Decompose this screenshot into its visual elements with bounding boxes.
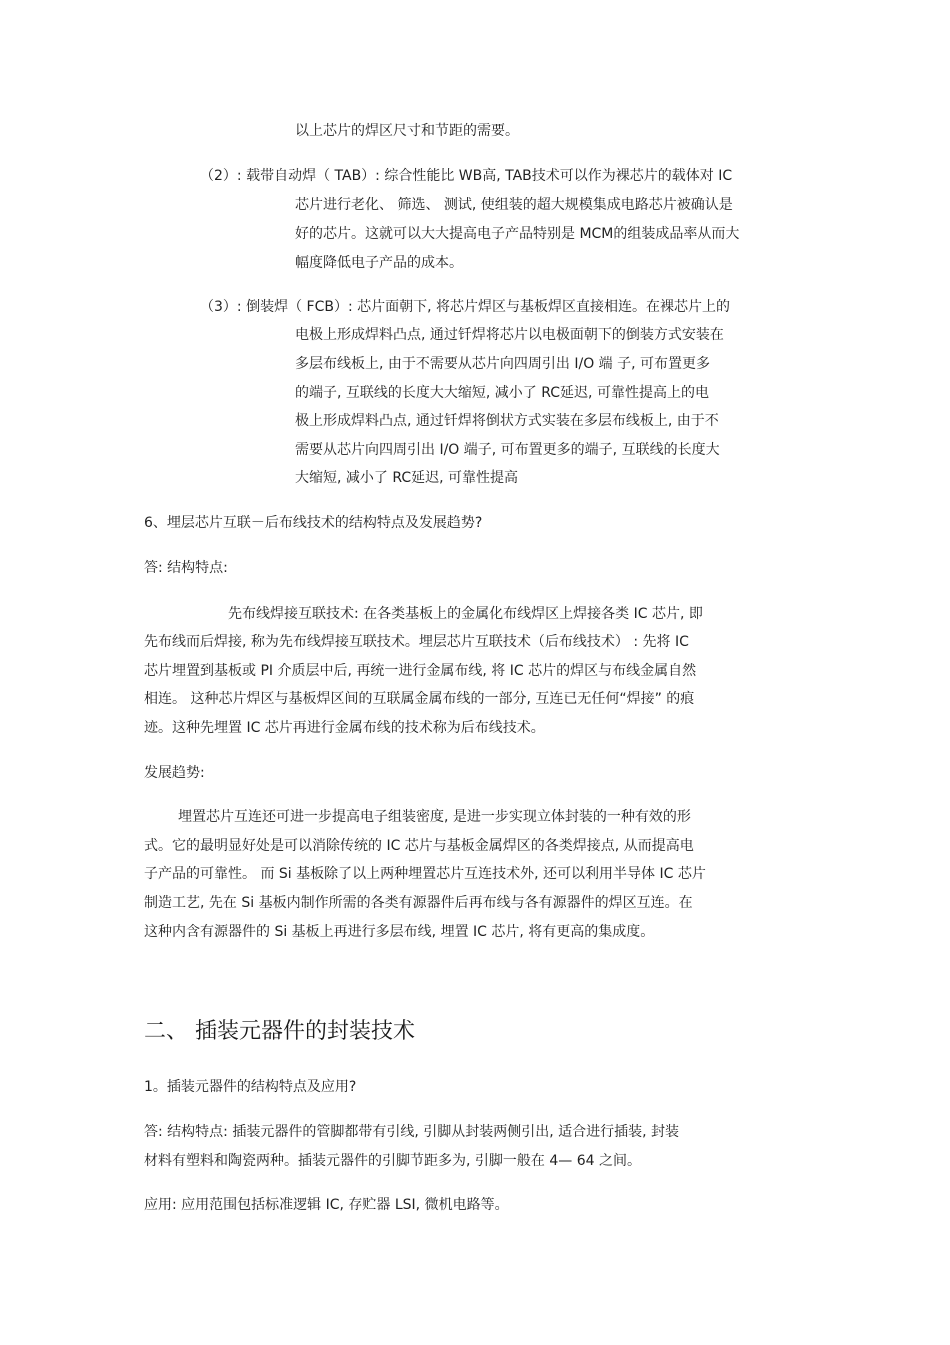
text-line: 子产品的可靠性。 而 Si 基板除了以上两种埋置芯片互连技术外, 还可以利用半导体 IC 芯片 [144,866,706,882]
text-line: 多层布线板上, 由于不需要从芯片向四周引出 I/O 端 子, 可布置更多 [295,356,711,372]
text-line: 迹。这种先埋置 IC 芯片再进行金属布线的技术称为后布线技术。 [144,720,545,736]
question-heading: 6、埋层芯片互联－后布线技术的结构特点及发展趋势? [144,515,483,531]
text-line: 式。它的最明显好处是可以消除传统的 IC 芯片与基板金属焊区的各类焊接点, 从而提高电 [144,838,694,854]
text-line: 芯片进行老化、 筛选、 测试, 使组装的超大规模集成电路芯片被确认是 [295,197,733,213]
text-line: 的端子, 互联线的长度大大缩短, 减小了 RC延迟, 可靠性提高上的电 [295,385,709,401]
text-line: 应用: 应用范围包括标准逻辑 IC, 存贮器 LSI, 微机电路等。 [144,1197,509,1213]
text-line: 埋置芯片互连还可进一步提高电子组装密度, 是进一步实现立体封装的一种有效的形 [178,809,691,825]
text-line: 以上芯片的焊区尺寸和节距的需要。 [295,123,519,139]
text-line: （3）: 倒装焊（ FCB）: 芯片面朝下, 将芯片焊区与基板焊区直接相连。在裸芯片上的 [200,299,731,315]
text-line: 答: 结构特点: [144,560,228,576]
section-heading: 二、 插装元器件的封装技术 [144,1019,415,1044]
text-line: 答: 结构特点: 插装元器件的管脚都带有引线, 引脚从封装两侧引出, 适合进行插装, 封装 [144,1124,680,1140]
text-line: 幅度降低电子产品的成本。 [295,255,463,271]
text-line: 相连。 这种芯片焊区与基板焊区间的互联属金属布线的一部分, 互连已无任何“焊接” 的痕 [144,691,695,707]
text-line: 电极上形成焊料凸点, 通过钎焊将芯片以电极面朝下的倒装方式安装在 [295,327,724,343]
text-line: 芯片埋置到基板或 PI 介质层中后, 再统一进行金属布线, 将 IC 芯片的焊区与布线金属自然 [144,663,697,679]
text-line: 需要从芯片向四周引出 I/O 端子, 可布置更多的端子, 互联线的长度大 [295,442,720,458]
text-line: （2）: 载带自动焊（ TAB）: 综合性能比 WB高, TAB技术可以作为裸芯片的载体对 IC [200,168,733,184]
text-line: 这种内含有源器件的 Si 基板上再进行多层布线, 埋置 IC 芯片, 将有更高的集成度。 [144,924,655,940]
question-heading: 1。插装元器件的结构特点及应用? [144,1079,357,1095]
text-line: 极上形成焊料凸点, 通过钎焊将倒状方式实装在多层布线板上, 由于不 [295,413,719,429]
text-line: 先布线焊接互联技术: 在各类基板上的金属化布线焊区上焊接各类 IC 芯片, 即 [228,606,703,622]
text-line: 制造工艺, 先在 Si 基板内制作所需的各类有源器件后再布线与各有源器件的焊区互连。在 [144,895,693,911]
text-line: 先布线而后焊接, 称为先布线焊接互联技术。埋层芯片互联技术（后布线技术） : 先将 IC [144,634,689,650]
text-line: 发展趋势: [144,765,205,781]
text-line: 大缩短, 减小了 RC延迟, 可靠性提高 [295,470,519,486]
text-line: 好的芯片。这就可以大大提高电子产品特别是 MCM的组装成品率从而大 [295,226,740,242]
text-line: 材料有塑料和陶瓷两种。插装元器件的引脚节距多为, 引脚一般在 4— 64 之间。 [144,1153,641,1169]
